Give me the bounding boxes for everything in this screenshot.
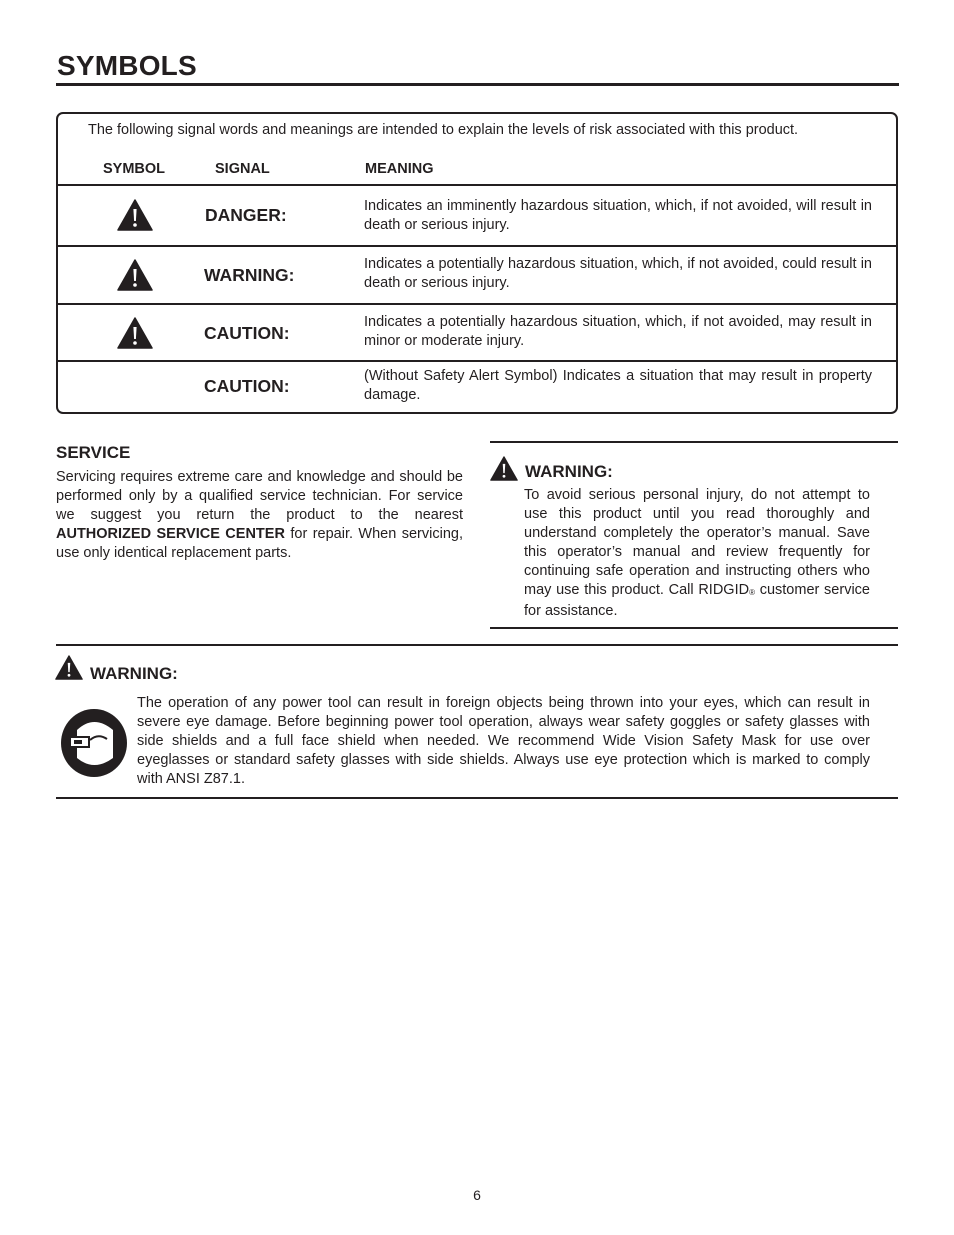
signal-caution-no-symbol: CAUTION:	[204, 376, 290, 396]
eye-warning-bottom-rule	[56, 797, 898, 799]
row-divider	[58, 360, 896, 362]
meaning-danger: Indicates an imminently hazardous situation, which, if not avoided, will result in death or serious injury.	[364, 198, 872, 233]
eye-warning-heading: WARNING:	[90, 664, 178, 683]
safety-alert-icon	[117, 259, 153, 291]
eye-warning-top-rule	[56, 644, 898, 646]
warning-text-part: customer service for assistance.	[524, 582, 870, 619]
page-number: 6	[473, 1187, 481, 1203]
safety-alert-icon	[490, 456, 518, 481]
warning-box-bottom-rule	[490, 627, 898, 629]
warning-box-top-rule	[490, 441, 898, 443]
eye-warning-text: The operation of any power tool can result in foreign objects being thrown into your eyes, which can result in severe eye damage. Before beginning power tool operation, always wear safety goggles or safety glasses with side shields and a full face shield when needed. We recommend Wide Vision Safety Mask for use over eyeglasses or standard safety glasses with side shields. Always use eye protection which is marked to comply with ANSI Z87.1.	[137, 695, 870, 787]
row-divider	[58, 245, 896, 247]
warning-text-part: To avoid serious personal injury, do not attempt to use this product until you read thoroughly and understand completely the operator’s manual. Save this operator’s manual and review frequently for continuing safe operation and instructing others who may use this product. Call RIDGID	[524, 487, 870, 598]
meaning-warning: Indicates a potentially hazardous situation, which, if not avoided, could result in death or serious injury.	[364, 256, 872, 291]
safety-alert-icon	[117, 199, 153, 231]
page-title: SYMBOLS	[57, 50, 197, 81]
eye-protection-icon	[60, 708, 128, 778]
safety-alert-icon	[55, 655, 83, 680]
row-divider	[58, 303, 896, 305]
signal-warning: WARNING:	[204, 265, 295, 285]
meaning-caution: Indicates a potentially hazardous situation, which, if not avoided, may result in minor or moderate injury.	[364, 314, 872, 349]
service-heading: SERVICE	[56, 443, 131, 462]
warning-service-text	[524, 486, 870, 621]
safety-alert-icon	[117, 317, 153, 349]
table-intro: The following signal words and meanings are intended to explain the levels of risk associated with this product.	[88, 122, 799, 138]
service-text-part: for repair. When servicing, use only identical replacement parts.	[56, 526, 463, 561]
column-header-symbol: SYMBOL	[103, 161, 166, 177]
column-header-meaning: MEANING	[365, 161, 434, 177]
column-header-signal: SIGNAL	[215, 161, 270, 177]
title-rule	[56, 83, 899, 86]
service-text-part: Servicing requires extreme care and knowledge and should be performed only by a qualified service technician. For service we suggest you return the product to the nearest	[56, 469, 463, 523]
signal-danger: DANGER:	[205, 205, 287, 225]
registered-mark: ®	[749, 588, 755, 597]
meaning-caution-no-symbol: (Without Safety Alert Symbol) Indicates a situation that may result in property damage.	[364, 368, 872, 403]
row-divider	[58, 184, 896, 186]
signal-caution: CAUTION:	[204, 323, 290, 343]
warning-heading: WARNING:	[525, 462, 613, 481]
service-text	[56, 468, 463, 563]
authorized-service-center: AUTHORIZED SERVICE CENTER	[56, 526, 285, 542]
